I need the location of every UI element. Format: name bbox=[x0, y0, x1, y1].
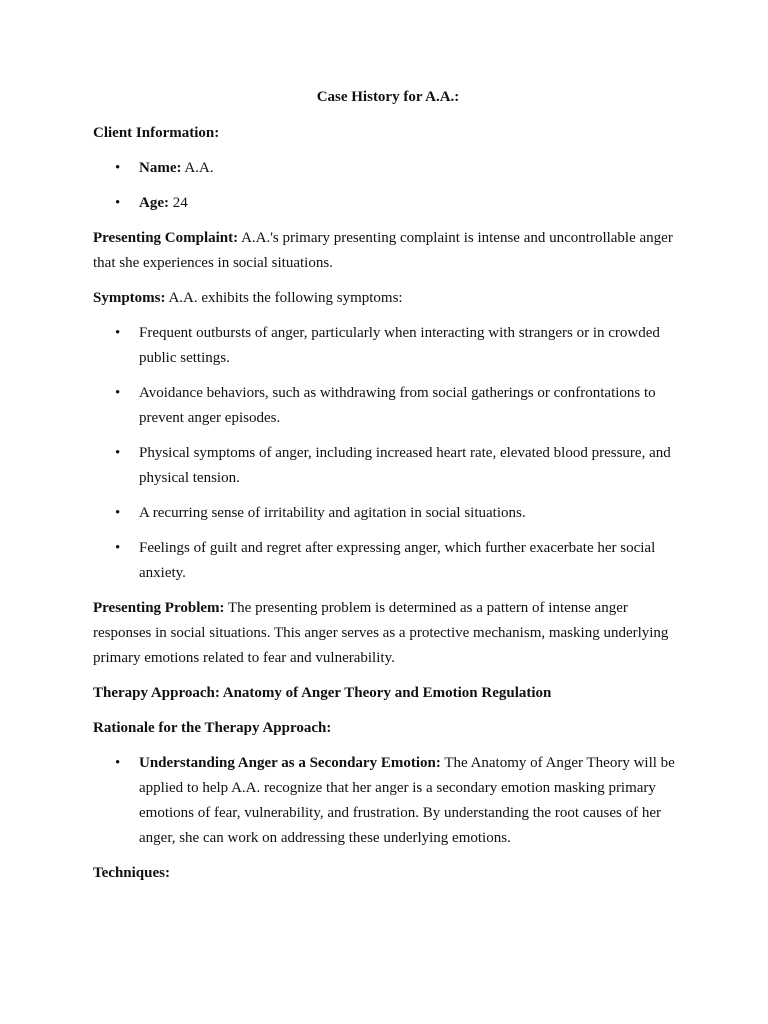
document-title: Case History for A.A.: bbox=[316, 89, 460, 105]
presenting-problem-text: The presenting problem is determined as a pattern of intense anger responses in social situations. This anger serves as a protective mechanism, masking underlying primary emotions related to fear and vulnerability. bbox=[93, 600, 669, 666]
presenting-complaint-text: A.A.'s primary presenting complaint is intense and uncontrollable anger that she experiences in social situations. bbox=[93, 230, 673, 271]
presenting-problem-label: Presenting Problem: bbox=[93, 600, 225, 616]
techniques-heading: Techniques: bbox=[93, 865, 170, 881]
rationale-list bbox=[93, 751, 683, 851]
symptom-item: • Frequent outbursts of anger, particularly when interacting with strangers or in crowded public settings. bbox=[139, 321, 683, 371]
therapy-approach-heading: Therapy Approach: Anatomy of Anger Theory and Emotion Regulation bbox=[93, 685, 552, 701]
client-info-heading: Client Information: bbox=[93, 125, 220, 141]
symptoms-label: Symptoms: bbox=[93, 290, 166, 306]
rationale-item-text: The Anatomy of Anger Theory will be applied to help A.A. recognize that her anger is a secondary emotion masking primary emotions of fear, vulnerability, and frustration. By understanding the root causes of her anger, she can work on addressing these underlying emotions. bbox=[139, 755, 675, 846]
rationale-item-label: Understanding Anger as a Secondary Emotion: bbox=[139, 755, 441, 771]
symptoms-list bbox=[93, 321, 683, 586]
symptoms-intro: A.A. exhibits the following symptoms: bbox=[165, 290, 403, 306]
symptoms-paragraph bbox=[93, 286, 683, 311]
rationale-heading: Rationale for the Therapy Approach: bbox=[93, 720, 332, 736]
symptom-item: • Feelings of guilt and regret after expressing anger, which further exacerbate her social anxiety. bbox=[139, 536, 683, 586]
symptom-item: • Avoidance behaviors, such as withdrawing from social gatherings or confrontations to prevent anger episodes. bbox=[139, 381, 683, 431]
presenting-complaint-label: Presenting Complaint: bbox=[93, 230, 239, 246]
presenting-complaint-paragraph bbox=[93, 226, 683, 276]
client-name-value: A.A. bbox=[181, 160, 214, 176]
client-age-item bbox=[139, 191, 683, 216]
client-age-label: Age: bbox=[139, 195, 169, 211]
client-name-item bbox=[139, 156, 683, 181]
rationale-item bbox=[139, 751, 683, 851]
document-page bbox=[93, 86, 683, 896]
symptom-item: • Physical symptoms of anger, including increased heart rate, elevated blood pressure, and physical tension. bbox=[139, 441, 683, 491]
presenting-problem-paragraph bbox=[93, 596, 683, 671]
symptom-item: • A recurring sense of irritability and agitation in social situations. bbox=[139, 501, 683, 526]
client-age-value: 24 bbox=[169, 195, 188, 211]
client-info-list bbox=[93, 156, 683, 216]
client-name-label: Name: bbox=[139, 160, 182, 176]
